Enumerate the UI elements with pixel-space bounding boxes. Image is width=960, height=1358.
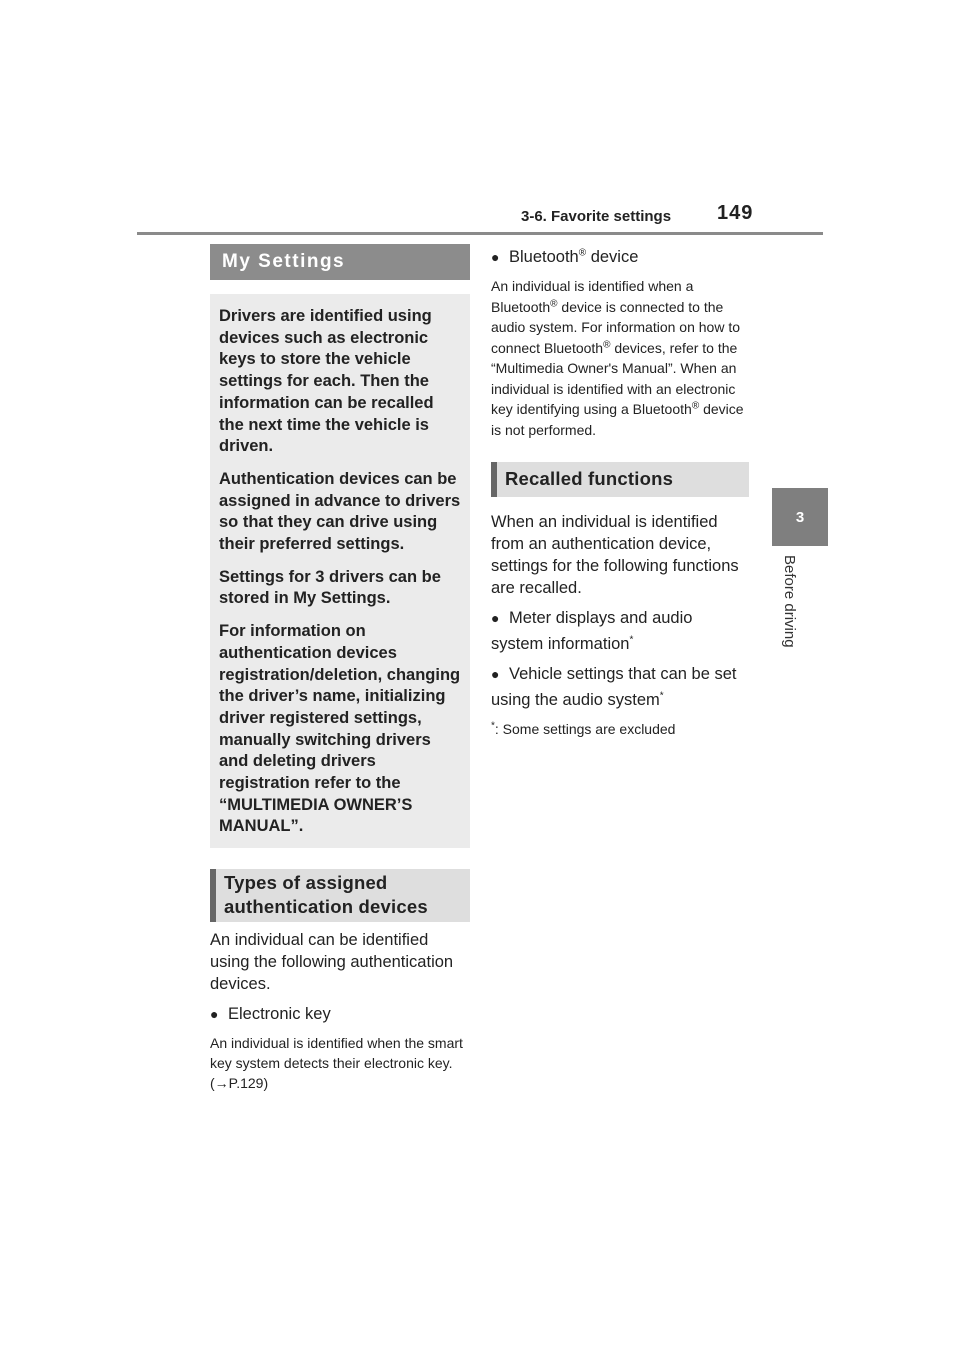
bullet-icon: ● (491, 249, 500, 265)
electronic-key-description: An individual is identified when the smart key system detects their electronic key. (→P.129) (210, 1035, 463, 1092)
footnote: *: Some settings are excluded (491, 720, 676, 737)
chapter-tab (772, 488, 828, 546)
bullet-electronic-key: ● Electronic key (210, 1001, 470, 1027)
bullet-icon: ● (210, 1006, 219, 1023)
bluetooth-description: An individual is identified when a Bluetooth® device is connected to the audio system. For information on how to connect Bluetooth® devices, refer to the “Multimedia Owner's Manual”. When an individual is identified with an electronic key identifying using a Bluetooth® device is not performed. (491, 278, 744, 438)
chapter-number: 3 (795, 508, 805, 526)
recalled-intro: When an individual is identified from an authentication device, settings for the following functions are recalled. (491, 513, 739, 597)
chapter-title: Before driving (781, 555, 798, 648)
left-column (210, 244, 470, 1093)
bullet-bluetooth-device: ● Bluetooth® device (491, 244, 749, 270)
bullet-icon: ● (491, 666, 500, 682)
bullet-icon: ● (491, 610, 500, 626)
my-settings-paragraph: Settings for 3 drivers can be stored in My Settings. (219, 567, 441, 608)
recalled-functions-heading: Recalled functions (491, 462, 749, 497)
bullet-meter-displays: ● Meter displays and audio system information* (491, 605, 749, 657)
my-settings-paragraph: For information on authentication devices registration/deletion, changing the driver’s name, initializing driver registered settings, manually switching drivers and deleting drivers registration refer to the “MULTIMEDIA OWNER’S MANUAL”. (219, 622, 461, 836)
types-heading: Types of assigned authentication devices (210, 869, 470, 922)
my-settings-heading: My Settings (210, 244, 470, 280)
right-column (491, 244, 749, 739)
my-settings-box (210, 294, 470, 848)
my-settings-paragraph: Authentication devices can be assigned in advance to drivers so that they can drive using their preferred settings. (219, 469, 461, 554)
my-settings-paragraph: Drivers are identified using devices such as electronic keys to store the vehicle settings for each. Then the information can be recalled the next time the vehicle is driven. (219, 307, 434, 456)
page-number: 149 (717, 202, 754, 224)
header-rule (137, 232, 823, 235)
section-title: 3-6. Favorite settings (521, 208, 672, 225)
types-intro: An individual can be identified using the following authentication devices. (210, 931, 454, 994)
chapter-label (780, 555, 798, 670)
bullet-vehicle-settings: ● Vehicle settings that can be set using the audio system* (491, 661, 749, 713)
